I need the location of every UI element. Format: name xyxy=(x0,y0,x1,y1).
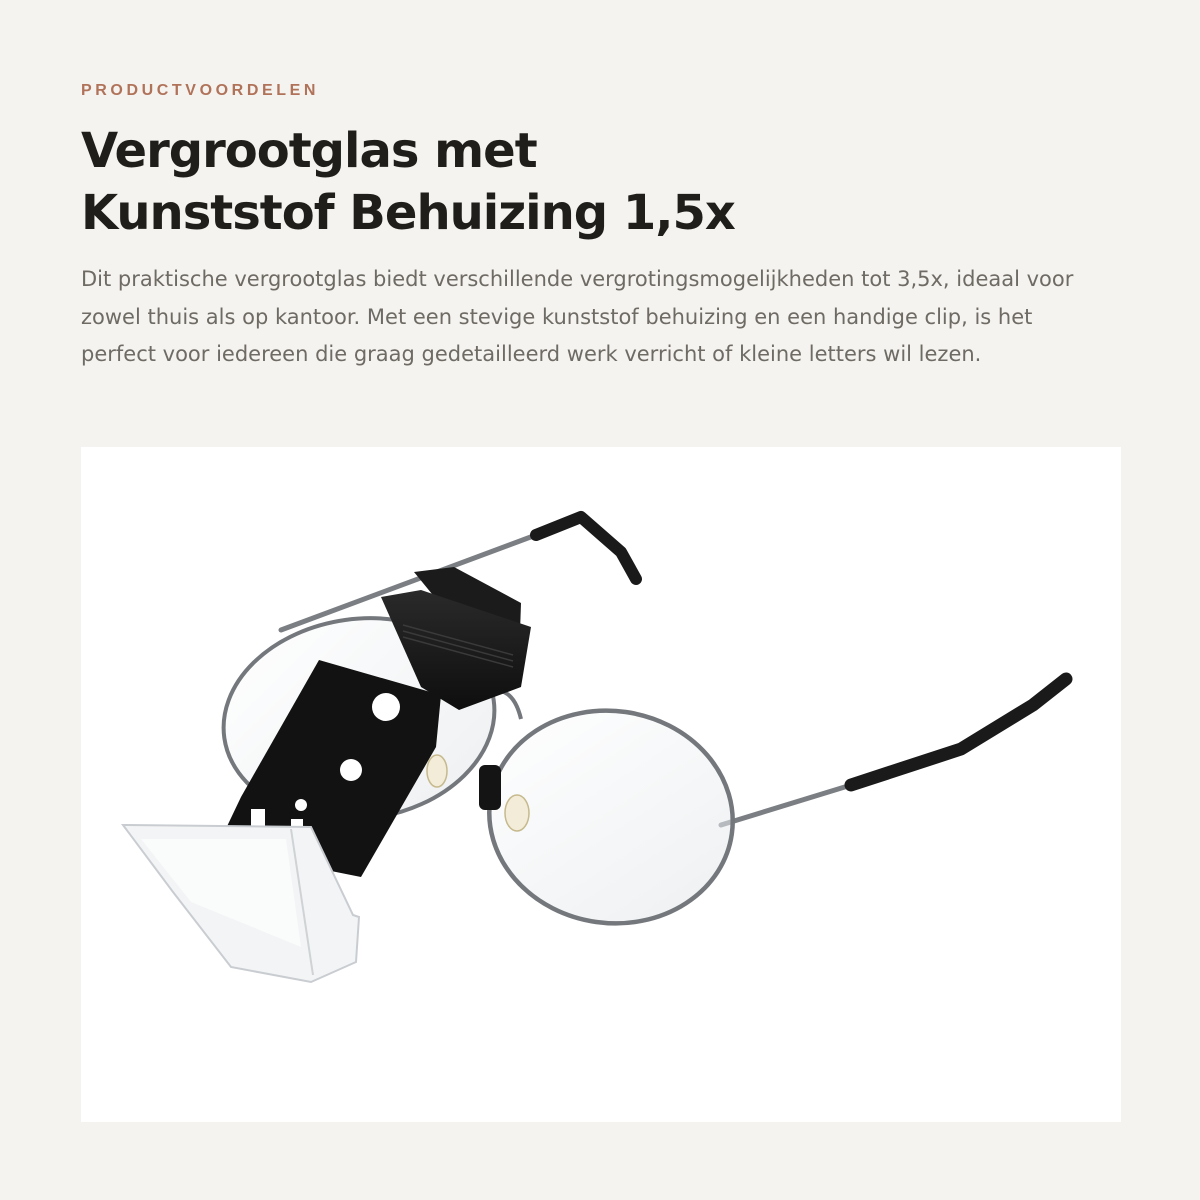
product-title-line-2: Kunststof Behuizing 1,5x xyxy=(81,185,735,241)
product-title xyxy=(81,120,735,244)
clip-on-magnifier-illustration xyxy=(81,447,1121,1122)
product-title-line-1: Vergrootglas met xyxy=(81,123,537,179)
product-description: Dit praktische vergrootglas biedt verschillende vergrotingsmogelijkheden tot 3,5x, ideaal voor zowel thuis als op kantoor. Met een stevige kunststof behuizing en een handige clip, is het perfect voor iedereen die graag gedetailleerd werk verricht of kleine letters wil lezen. xyxy=(81,267,1074,366)
right-temple-arm xyxy=(721,679,1066,825)
product-image xyxy=(81,447,1121,1122)
section-eyebrow: PRODUCTVOORDELEN xyxy=(81,82,320,99)
